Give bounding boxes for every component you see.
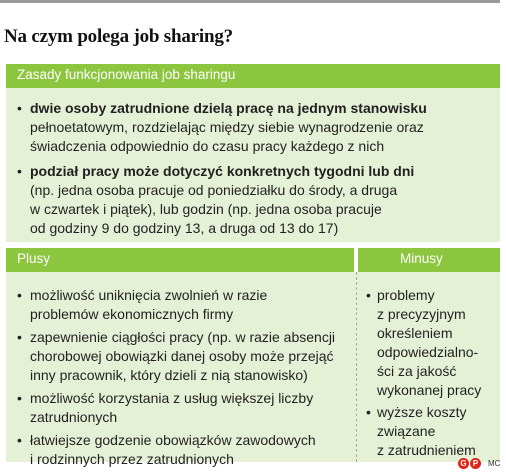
pros-item-line: i rodzinnych przez zatrudnionych [30,451,234,467]
bullet-icon: • [17,329,22,345]
top-rule [0,0,500,3]
pros-item-line: łatwiejsze godzenie obowiązków zawodowych [30,432,316,448]
pros-item-line: możliwość uniknięcia zwolnień w razie [30,287,268,303]
bullet-icon: • [17,390,22,406]
page-title: Na czym polega job sharing? [4,26,233,47]
pros-header-bar [6,248,354,272]
bullet-icon: • [366,404,371,420]
cons-item-line: odpowiedzialno- [377,344,479,360]
rule-1-line: pełnoetatowym, rozdzielając między siebie wynagrodzenie oraz [30,119,424,135]
rule-1-lead: dwie osoby zatrudnione dzielą pracę na jednym stanowisku [30,100,427,116]
cons-item-line: ści za jakość [377,363,457,379]
logo-circle-icon: P [470,458,481,469]
cons-header: Minusy [400,251,443,266]
pros-item-line: zatrudnionych [30,409,118,425]
pros-item-line: inny pracownik, który dzieli z nią stanowisko) [30,367,308,383]
pros-item-line: możliwość korzystania z usług większej liczby [30,390,314,406]
cons-item-line: z zatrudnieniem [377,442,476,458]
cons-item-line: związane [377,423,436,439]
rule-2-line: od godziny 9 do godziny 13, a druga od 13 do 17) [30,220,339,236]
pros-item-line: chorobowej obowiązki danej osoby może przejąć [30,348,334,364]
rule-2-line: w czwartek i piątek), lub godzin (np. jedna osoba pracuje [30,201,382,217]
cons-item-line: z precyzyjnym [377,306,466,322]
cons-item-line: wyższe koszty [377,404,467,420]
bullet-icon: • [366,287,371,303]
logo-circle-icon: G [458,458,469,469]
column-divider [356,272,357,462]
pros-item-line: problemów ekonomicznych firmy [30,306,234,322]
cons-item-line: wykonanej pracy [377,382,482,398]
pros-item-line: zapewnienie ciągłości pracy (np. w razie absencji [30,329,336,345]
rule-2-lead: podział pracy może dotyczyć konkretnych tygodni lub dni [30,163,415,179]
rules-header-text: Zasady funkcjonowania job sharingu [17,67,236,82]
cons-item-line: określeniem [377,325,453,341]
rule-2-line: (np. jedna osoba pracuje od poniedziałku do środy, a druga [30,182,398,198]
author-credit: MC [488,459,501,468]
bullet-icon: • [17,432,22,448]
bullet-icon: • [17,100,22,116]
publisher-logo [458,458,482,469]
cons-item-line: problemy [377,287,435,303]
bullet-icon: • [17,163,22,179]
pros-header: Plusy [17,251,51,266]
bullet-icon: • [17,287,22,303]
rule-1-line: świadczenia odpowiednio do czasu pracy każdego z nich [30,138,385,154]
